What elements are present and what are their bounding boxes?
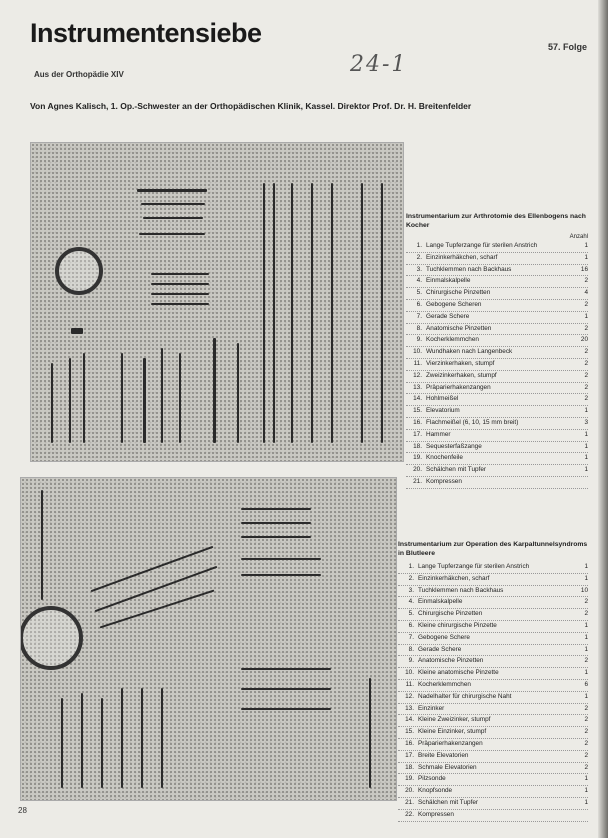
instrument-image xyxy=(291,183,293,443)
item-count: 20 xyxy=(580,336,588,344)
instrument-image xyxy=(100,590,215,629)
list-item xyxy=(398,751,588,763)
list-item xyxy=(398,727,588,739)
item-name: Einzinker xyxy=(418,704,445,712)
instrument-image xyxy=(143,358,146,443)
item-count: 3 xyxy=(584,418,588,426)
item-name: Hohlmeißel xyxy=(426,395,459,403)
item-count: 2 xyxy=(584,751,588,759)
item-number: 12. xyxy=(413,371,422,379)
instrument-list-elbow xyxy=(406,212,588,489)
item-count: 1 xyxy=(584,645,588,653)
item-count: 2 xyxy=(584,704,588,712)
item-number: 1. xyxy=(408,563,414,570)
item-name: Kompressen xyxy=(418,810,454,818)
item-count: 1 xyxy=(584,454,588,462)
item-name: Wundhaken nach Langenbeck xyxy=(426,348,513,356)
item-name: Einzinkerhäkchen, scharf xyxy=(426,253,498,261)
item-count: 2 xyxy=(584,395,588,403)
item-count: 2 xyxy=(584,300,588,308)
item-name: Gebogene Schere xyxy=(418,633,470,641)
instrument-image xyxy=(95,566,218,612)
item-name: Vierzinkerhaken, stumpf xyxy=(426,359,495,367)
instrument-tray-photo-2 xyxy=(20,477,397,801)
list-item xyxy=(398,574,588,586)
instrument-image xyxy=(361,183,363,443)
item-name: Kleine chirurgische Pinzette xyxy=(418,621,497,629)
item-number: 10. xyxy=(405,669,414,677)
item-number: 21. xyxy=(413,477,422,485)
item-number: 15. xyxy=(413,407,422,415)
item-number: 2. xyxy=(416,253,422,261)
series-label: 57. Folge xyxy=(548,42,588,52)
instrument-image xyxy=(161,688,163,788)
item-number: 14. xyxy=(405,716,414,724)
instrument-image xyxy=(71,328,83,334)
instrument-image xyxy=(61,698,63,788)
item-count: 1 xyxy=(584,253,588,261)
item-number: 8. xyxy=(416,324,422,332)
item-count: 2 xyxy=(584,657,588,665)
list-item xyxy=(406,465,588,477)
item-count: 1 xyxy=(584,574,588,582)
list-item xyxy=(406,406,588,418)
list-item xyxy=(406,418,588,430)
handwritten-note: 24-1 xyxy=(350,52,408,77)
item-count: 1 xyxy=(584,798,588,806)
item-count: 2 xyxy=(584,383,588,391)
item-count: 2 xyxy=(584,728,588,736)
item-count: 1 xyxy=(584,633,588,641)
item-number: 5. xyxy=(408,610,414,618)
instrument-image xyxy=(141,688,143,788)
item-name: Gebogene Scheren xyxy=(426,300,482,308)
item-name: Kocherklemmchen xyxy=(426,336,479,344)
item-number: 14. xyxy=(413,395,422,403)
list-item xyxy=(398,597,588,609)
instrument-image xyxy=(151,273,209,275)
instrument-image xyxy=(241,558,321,560)
item-name: Sequesterfaßzange xyxy=(426,442,482,450)
list-item xyxy=(398,715,588,727)
list-item xyxy=(406,288,588,300)
item-count: 2 xyxy=(584,359,588,367)
item-number: 4. xyxy=(408,598,414,606)
instrument-image xyxy=(83,353,85,443)
item-number: 17. xyxy=(405,751,414,759)
instrument-image xyxy=(141,203,205,205)
item-name: Kleine Zweizinker, stumpf xyxy=(418,716,491,724)
item-number: 3. xyxy=(416,265,422,273)
item-number: 13. xyxy=(413,383,422,391)
list-item xyxy=(406,383,588,395)
item-name: Nadelhalter für chirurgische Naht xyxy=(418,692,512,700)
list-item xyxy=(406,477,588,489)
instrument-tray-photo-1 xyxy=(30,142,404,462)
item-name: Chirurgische Pinzetten xyxy=(418,610,483,618)
item-count: 1 xyxy=(584,787,588,795)
instrument-image xyxy=(263,183,265,443)
instrument-list-carpal-tunnel xyxy=(398,540,588,822)
item-name: Tuchklemmen nach Backhaus xyxy=(418,586,504,594)
item-name: Anatomische Pinzetten xyxy=(426,324,492,332)
item-name: Einmalskalpelle xyxy=(426,277,471,285)
item-count: 6 xyxy=(584,680,588,688)
list-item xyxy=(406,347,588,359)
item-number: 4. xyxy=(416,277,422,285)
list-item xyxy=(398,645,588,657)
item-name: Kompressen xyxy=(426,477,462,485)
list-item xyxy=(406,253,588,265)
item-number: 7. xyxy=(408,633,414,641)
item-count: 4 xyxy=(584,289,588,297)
item-number: 3. xyxy=(408,586,414,594)
item-name: Knopfsonde xyxy=(418,787,453,795)
item-number: 18. xyxy=(405,763,414,771)
item-number: 20. xyxy=(405,787,414,795)
list-item xyxy=(398,704,588,716)
instrument-image xyxy=(151,293,209,295)
list-heading: Instrumentarium zur Arthrotomie des Ellenbogens nach Kocher xyxy=(406,213,586,229)
item-count: 1 xyxy=(584,621,588,629)
item-count: 2 xyxy=(584,763,588,771)
item-number: 1. xyxy=(416,242,422,249)
item-number: 10. xyxy=(413,348,422,356)
item-count: 1 xyxy=(584,242,588,249)
item-count: 2 xyxy=(584,324,588,332)
list-item xyxy=(406,312,588,324)
instrument-image xyxy=(331,183,333,443)
item-name: Knochenfeile xyxy=(426,454,463,462)
item-name: Schmale Elevatorien xyxy=(418,763,477,771)
item-count: 1 xyxy=(584,466,588,474)
item-number: 15. xyxy=(405,728,414,736)
list-item xyxy=(398,774,588,786)
item-count: 1 xyxy=(584,312,588,320)
list-item xyxy=(398,692,588,704)
item-number: 21. xyxy=(405,798,414,806)
item-count: 1 xyxy=(584,563,588,570)
item-count: 1 xyxy=(584,407,588,415)
item-number: 11. xyxy=(405,680,414,688)
item-name: Anatomische Pinzetten xyxy=(418,657,484,665)
item-name: Pilzsonde xyxy=(418,775,446,783)
list-item xyxy=(406,300,588,312)
item-name: Kleine Einzinker, stumpf xyxy=(418,728,487,736)
list-item xyxy=(398,739,588,751)
item-name: Zweizinkerhaken, stumpf xyxy=(426,371,497,379)
item-count: 16 xyxy=(580,265,588,273)
list-item xyxy=(398,609,588,621)
instrument-image xyxy=(241,688,331,690)
instrument-image xyxy=(241,508,311,510)
list-item xyxy=(398,680,588,692)
list-item xyxy=(398,633,588,645)
item-count: 1 xyxy=(584,669,588,677)
item-number: 11. xyxy=(413,359,422,367)
item-number: 19. xyxy=(413,454,422,462)
item-number: 16. xyxy=(405,739,414,747)
item-name: Flachmeißel (6, 10, 15 mm breit) xyxy=(426,418,519,426)
item-name: Präparierhakenzangen xyxy=(418,739,483,747)
item-count: 1 xyxy=(584,442,588,450)
item-number: 8. xyxy=(408,645,414,653)
list-item xyxy=(398,586,588,598)
instrument-image xyxy=(91,546,214,592)
item-count: 2 xyxy=(584,598,588,606)
instrument-image xyxy=(237,343,239,443)
instrument-image xyxy=(69,358,71,443)
item-name: Präparierhakenzangen xyxy=(426,383,491,391)
item-number: 2. xyxy=(408,574,414,582)
page-edge-shadow xyxy=(598,0,608,838)
item-number: 17. xyxy=(413,430,422,438)
instrument-image xyxy=(241,574,321,576)
authors-line: Von Agnes Kalisch, 1. Op.-Schwester an der Orthopädischen Klinik, Kassel. Direktor Prof. Dr. H. Breitenfelder xyxy=(30,101,472,111)
instrument-image xyxy=(311,183,313,443)
list-item xyxy=(406,430,588,442)
item-name: Elevatorium xyxy=(426,407,460,415)
item-number: 22. xyxy=(405,810,414,818)
list-item xyxy=(406,371,588,383)
list-item xyxy=(406,394,588,406)
item-number: 18. xyxy=(413,442,422,450)
item-name: Chirurgische Pinzetten xyxy=(426,289,491,297)
item-count: 1 xyxy=(584,692,588,700)
instrument-image xyxy=(241,708,331,710)
item-number: 7. xyxy=(416,312,422,320)
gauze-bowl-image xyxy=(55,247,103,295)
instrument-image xyxy=(121,353,123,443)
item-count: 2 xyxy=(584,277,588,285)
instrument-image xyxy=(101,698,103,788)
item-count: 2 xyxy=(584,716,588,724)
list-item xyxy=(406,442,588,454)
item-count: 2 xyxy=(584,348,588,356)
list-item xyxy=(398,798,588,810)
list-item xyxy=(398,621,588,633)
list-item xyxy=(406,335,588,347)
list-item xyxy=(406,324,588,336)
instrument-image xyxy=(151,303,209,305)
instrument-image xyxy=(81,693,83,788)
list-item xyxy=(398,810,588,822)
item-name: Schälchen mit Tupfer xyxy=(426,466,487,474)
list-item xyxy=(406,453,588,465)
item-name: Kocherklemmchen xyxy=(418,680,471,688)
instrument-image xyxy=(139,233,205,235)
item-name: Lange Tupferzange für sterilen Anstrich xyxy=(426,242,538,249)
item-count: 1 xyxy=(584,775,588,783)
page-number: 28 xyxy=(18,806,27,815)
item-number: 20. xyxy=(413,466,422,474)
list-item xyxy=(398,668,588,680)
page-title: Instrumentensiebe xyxy=(30,18,262,48)
list-item xyxy=(398,656,588,668)
item-number: 9. xyxy=(408,657,414,665)
list-item xyxy=(406,276,588,288)
item-name: Breite Elevatorien xyxy=(418,751,469,759)
instrument-image xyxy=(121,688,123,788)
item-name: Kleine anatomische Pinzette xyxy=(418,669,499,677)
item-name: Hammer xyxy=(426,430,451,438)
item-name: Schälchen mit Tupfer xyxy=(418,798,479,806)
instrument-image xyxy=(273,183,275,443)
item-number: 12. xyxy=(405,692,414,700)
item-count: 2 xyxy=(584,739,588,747)
item-number: 19. xyxy=(405,775,414,783)
list-items xyxy=(398,562,588,822)
item-name: Einmalskalpelle xyxy=(418,598,463,606)
item-number: 13. xyxy=(405,704,414,712)
item-number: 6. xyxy=(416,300,422,308)
list-item xyxy=(406,265,588,277)
instrument-image xyxy=(241,522,311,524)
instrument-image xyxy=(369,678,371,788)
instrument-image xyxy=(51,363,53,443)
count-column-header: Anzahl xyxy=(569,234,588,240)
item-count: 2 xyxy=(584,371,588,379)
list-item xyxy=(398,562,588,574)
instrument-image xyxy=(41,490,43,600)
list-item xyxy=(398,763,588,775)
instrument-image xyxy=(143,217,203,219)
item-count: 1 xyxy=(584,430,588,438)
item-count: 2 xyxy=(584,610,588,618)
section-subtitle: Aus der Orthopädie XIV xyxy=(34,70,124,79)
list-item xyxy=(398,786,588,798)
instrument-image xyxy=(213,338,216,443)
list-item xyxy=(406,241,588,253)
item-name: Einzinkerhäkchen, scharf xyxy=(418,574,490,582)
instrument-image xyxy=(241,668,331,670)
list-heading: Instrumentarium zur Operation des Karpaltunnelsyndroms in Blutleere xyxy=(398,541,588,557)
gauze-bowl-image xyxy=(20,606,83,670)
list-items xyxy=(406,241,588,489)
item-number: 9. xyxy=(416,336,422,344)
instrument-image xyxy=(241,536,311,538)
instrument-image xyxy=(151,283,209,285)
item-number: 6. xyxy=(408,621,414,629)
instrument-image xyxy=(137,189,207,192)
item-count: 10 xyxy=(580,586,588,594)
item-name: Gerade Schere xyxy=(418,645,462,653)
item-number: 5. xyxy=(416,289,422,297)
list-item xyxy=(406,359,588,371)
item-name: Lange Tupferzange für sterilen Anstrich xyxy=(418,563,530,570)
instrument-image xyxy=(381,183,383,443)
item-name: Gerade Schere xyxy=(426,312,470,320)
instrument-image xyxy=(161,348,163,443)
item-name: Tuchklemmen nach Backhaus xyxy=(426,265,512,273)
instrument-image xyxy=(179,353,181,443)
item-number: 16. xyxy=(413,418,422,426)
